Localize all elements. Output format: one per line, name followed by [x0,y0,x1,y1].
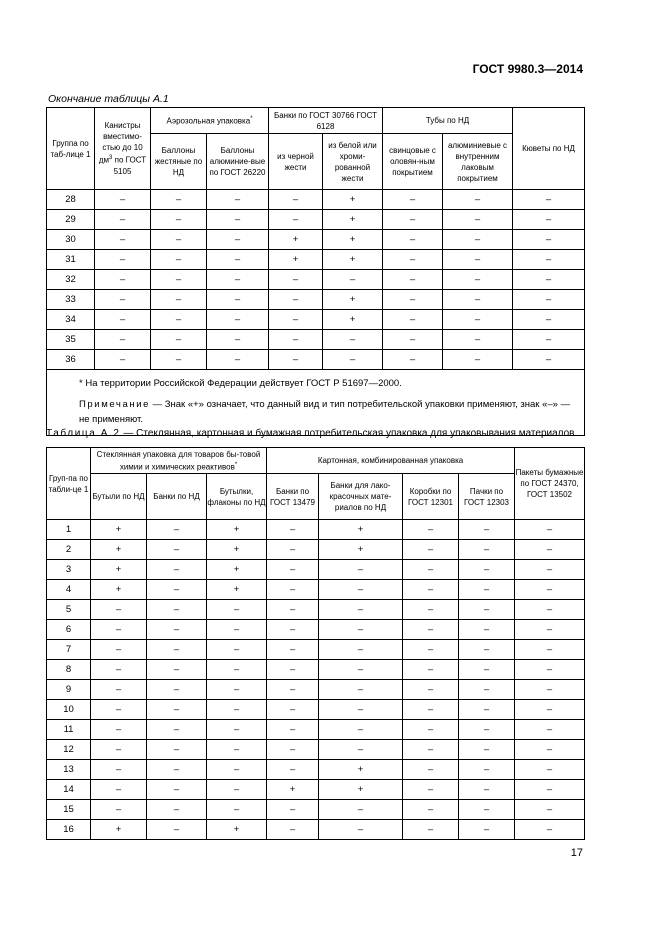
value-cell: – [269,310,323,330]
table1-notes [47,370,585,436]
value-cell: – [91,600,147,620]
value-cell: – [459,620,515,640]
group-cell: 16 [47,820,91,840]
value-cell: – [151,310,207,330]
value-cell: – [269,270,323,290]
value-cell: – [443,230,513,250]
value-cell: – [95,190,151,210]
value-cell: – [91,680,147,700]
value-cell: – [267,740,319,760]
value-cell: – [403,700,459,720]
value-cell: – [443,310,513,330]
value-cell: – [515,640,585,660]
table-a1 [46,107,585,436]
value-cell: – [269,190,323,210]
value-cell: + [323,290,383,310]
value-cell: – [443,330,513,350]
value-cell: – [459,680,515,700]
table-row [47,820,585,840]
value-cell: – [151,330,207,350]
value-cell: – [319,600,403,620]
table-row [47,520,585,540]
value-cell: + [319,780,403,800]
value-cell: + [91,560,147,580]
value-cell: – [513,330,585,350]
value-cell: – [267,520,319,540]
group-cell: 2 [47,540,91,560]
value-cell: – [267,700,319,720]
value-cell: – [459,820,515,840]
value-cell: – [443,210,513,230]
value-cell: + [323,230,383,250]
table-row [47,740,585,760]
table-row [47,680,585,700]
value-cell: – [459,740,515,760]
value-cell: – [459,800,515,820]
value-cell: – [319,560,403,580]
value-cell: – [513,350,585,370]
header-aerosol: Аэрозольная упаковка* [151,108,269,134]
value-cell: – [513,290,585,310]
table-row [47,330,585,350]
group-cell: 5 [47,600,91,620]
value-cell: – [207,600,267,620]
value-cell: – [383,250,443,270]
table-row [47,230,585,250]
header-black-tin: из черной жести [269,134,323,190]
value-cell: – [267,660,319,680]
value-cell: – [95,330,151,350]
value-cell: – [515,660,585,680]
value-cell: – [91,740,147,760]
value-cell: – [383,330,443,350]
header-cans-gost: Банки по ГОСТ 30766 ГОСТ 6128 [269,108,383,134]
value-cell: – [383,290,443,310]
group-cell: 13 [47,760,91,780]
value-cell: – [515,720,585,740]
value-cell: – [147,640,207,660]
group-cell: 1 [47,520,91,540]
value-cell: + [91,540,147,560]
value-cell: – [383,310,443,330]
value-cell: – [91,660,147,680]
value-cell: – [513,190,585,210]
value-cell: – [207,250,269,270]
value-cell: – [267,760,319,780]
value-cell: – [147,820,207,840]
value-cell: – [319,820,403,840]
value-cell: – [403,680,459,700]
value-cell: – [319,800,403,820]
value-cell: – [267,800,319,820]
value-cell: – [91,640,147,660]
value-cell: – [459,540,515,560]
value-cell: – [147,560,207,580]
value-cell: – [515,600,585,620]
value-cell: – [207,210,269,230]
table-row [47,600,585,620]
value-cell: – [207,230,269,250]
value-cell: – [95,350,151,370]
value-cell: – [147,540,207,560]
value-cell: – [207,740,267,760]
value-cell: + [269,230,323,250]
value-cell: – [207,680,267,700]
value-cell: – [459,600,515,620]
value-cell: + [323,310,383,330]
value-cell: – [269,330,323,350]
value-cell: – [515,540,585,560]
value-cell: + [207,820,267,840]
value-cell: – [383,210,443,230]
value-cell: – [515,520,585,540]
value-cell: – [459,580,515,600]
table-row [47,780,585,800]
value-cell: – [95,250,151,270]
value-cell: + [319,760,403,780]
value-cell: – [269,290,323,310]
value-cell: – [403,800,459,820]
footnote: * На территории Российской Федерации действует ГОСТ Р 51697—2000. [79,378,402,389]
group-cell: 29 [47,210,95,230]
value-cell: + [319,520,403,540]
value-cell: – [207,350,269,370]
value-cell: – [91,720,147,740]
table-row [47,190,585,210]
value-cell: – [403,640,459,660]
page-number: 17 [570,847,583,859]
value-cell: – [151,190,207,210]
value-cell: + [207,580,267,600]
value-cell: – [269,350,323,370]
header-bottles: Бутыли по НД [91,474,147,520]
table-a2 [46,447,585,840]
value-cell: – [151,290,207,310]
value-cell: – [91,700,147,720]
value-cell: – [147,620,207,640]
value-cell: – [207,330,269,350]
header-packs: Пачки по ГОСТ 12303 [459,474,515,520]
value-cell: – [147,580,207,600]
value-cell: – [95,310,151,330]
value-cell: – [207,780,267,800]
value-cell: – [147,680,207,700]
value-cell: – [515,700,585,720]
group-cell: 34 [47,310,95,330]
value-cell: – [383,190,443,210]
value-cell: – [443,350,513,370]
value-cell: – [403,600,459,620]
group-cell: 14 [47,780,91,800]
header-balloons-alu: Баллоны алюминие-вые по ГОСТ 26220 [207,134,269,190]
value-cell: – [319,720,403,740]
value-cell: – [403,660,459,680]
value-cell: – [207,640,267,660]
value-cell: – [459,560,515,580]
value-cell: – [147,700,207,720]
header-balloons-tin: Баллоны жестяные по НД [151,134,207,190]
value-cell: – [151,230,207,250]
value-cell: – [515,560,585,580]
value-cell: – [515,620,585,640]
value-cell: – [267,620,319,640]
value-cell: – [515,780,585,800]
group-cell: 11 [47,720,91,740]
table-row [47,270,585,290]
value-cell: – [147,720,207,740]
value-cell: + [91,820,147,840]
table-row [47,580,585,600]
value-cell: – [151,270,207,290]
header-lead-tin: свинцовые с оловян-ным покрытием [383,134,443,190]
value-cell: – [319,580,403,600]
value-cell: – [151,250,207,270]
value-cell: – [91,620,147,640]
value-cell: – [515,820,585,840]
value-cell: – [459,760,515,780]
table-row [47,800,585,820]
table-row [47,620,585,640]
table-row [47,350,585,370]
table1-continuation-title: Окончание таблицы А.1 [48,93,169,105]
value-cell: – [459,780,515,800]
value-cell: – [151,350,207,370]
value-cell: – [267,600,319,620]
value-cell: – [403,580,459,600]
value-cell: – [383,270,443,290]
table-row [47,540,585,560]
table-row [47,640,585,660]
value-cell: – [207,660,267,680]
value-cell: – [207,760,267,780]
value-cell: – [95,210,151,230]
group-cell: 8 [47,660,91,680]
value-cell: – [269,210,323,230]
value-cell: – [267,680,319,700]
value-cell: – [513,210,585,230]
group-cell: 9 [47,680,91,700]
header-paper-bags: Пакеты бумажные по ГОСТ 24370, ГОСТ 13502 [515,448,585,520]
value-cell: – [515,580,585,600]
value-cell: + [207,540,267,560]
value-cell: – [323,350,383,370]
value-cell: – [513,250,585,270]
value-cell: – [403,780,459,800]
value-cell: – [267,560,319,580]
table-row [47,720,585,740]
table-row [47,210,585,230]
table-row [47,290,585,310]
table-row [47,760,585,780]
value-cell: – [515,680,585,700]
group-cell: 6 [47,620,91,640]
value-cell: – [207,800,267,820]
group-cell: 36 [47,350,95,370]
value-cell: – [147,600,207,620]
value-cell: – [207,190,269,210]
value-cell: – [207,270,269,290]
header-flasks: Бутылки, флаконы по НД [207,474,267,520]
value-cell: – [147,520,207,540]
value-cell: – [207,290,269,310]
value-cell: – [459,720,515,740]
value-cell: – [267,820,319,840]
value-cell: – [319,620,403,640]
table-row [47,560,585,580]
value-cell: – [95,230,151,250]
value-cell: + [323,190,383,210]
value-cell: + [267,780,319,800]
value-cell: – [319,680,403,700]
value-cell: – [91,800,147,820]
group-cell: 4 [47,580,91,600]
header-cans-paint: Банки для лако-красочных мате-риалов по НД [319,474,403,520]
value-cell: – [319,640,403,660]
value-cell: – [513,310,585,330]
header-group: Груп-па по табли-це 1 [47,448,91,520]
value-cell: – [459,660,515,680]
value-cell: – [403,540,459,560]
value-cell: – [151,210,207,230]
value-cell: – [323,270,383,290]
value-cell: – [207,310,269,330]
value-cell: – [95,270,151,290]
group-cell: 33 [47,290,95,310]
document-number: ГОСТ 9980.3—2014 [472,62,583,76]
value-cell: – [515,760,585,780]
value-cell: – [147,780,207,800]
value-cell: + [207,560,267,580]
value-cell: + [269,250,323,270]
value-cell: – [319,740,403,760]
group-cell: 35 [47,330,95,350]
value-cell: – [443,270,513,290]
value-cell: – [515,740,585,760]
group-cell: 10 [47,700,91,720]
header-boxes: Коробки по ГОСТ 12301 [403,474,459,520]
value-cell: + [323,210,383,230]
value-cell: – [403,560,459,580]
value-cell: – [443,250,513,270]
value-cell: – [323,330,383,350]
table-row [47,250,585,270]
table-row [47,310,585,330]
value-cell: – [147,660,207,680]
table2-title: Таблица А.2 — Стеклянная, картонная и бумажная потребительская упаковка для упаковывания материалов [46,428,575,439]
header-tubes: Тубы по НД [383,108,513,134]
group-cell: 12 [47,740,91,760]
header-cardboard: Картонная, комбинированная упаковка [267,448,515,474]
value-cell: – [403,820,459,840]
value-cell: – [95,290,151,310]
value-cell: – [515,800,585,820]
value-cell: – [459,700,515,720]
value-cell: – [267,720,319,740]
group-cell: 31 [47,250,95,270]
group-cell: 32 [47,270,95,290]
value-cell: – [91,760,147,780]
value-cell: – [91,780,147,800]
group-cell: 7 [47,640,91,660]
group-cell: 15 [47,800,91,820]
value-cell: – [147,760,207,780]
group-cell: 28 [47,190,95,210]
value-cell: – [319,700,403,720]
value-cell: – [403,760,459,780]
value-cell: + [91,520,147,540]
header-white-tin: из белой или хроми-рованной жести [323,134,383,190]
header-glass: Стеклянная упаковка для товаров бы-товой химии и химических реактивов* [91,448,267,474]
value-cell: – [207,620,267,640]
value-cell: – [403,720,459,740]
value-cell: – [267,540,319,560]
value-cell: + [319,540,403,560]
value-cell: – [403,740,459,760]
group-cell: 3 [47,560,91,580]
note: Примечание — Знак «+» означает, что данный вид и тип потребительской упаковки применяют, знак «–» — не применяют. [79,399,571,425]
value-cell: – [459,640,515,660]
group-cell: 30 [47,230,95,250]
value-cell: + [91,580,147,600]
value-cell: – [459,520,515,540]
value-cell: – [267,640,319,660]
value-cell: – [207,720,267,740]
value-cell: – [443,290,513,310]
header-group: Группа по таб-лице 1 [47,108,95,190]
value-cell: – [513,230,585,250]
value-cell: – [147,800,207,820]
value-cell: – [383,230,443,250]
value-cell: – [513,270,585,290]
value-cell: – [403,620,459,640]
value-cell: + [323,250,383,270]
value-cell: – [207,700,267,720]
value-cell: – [403,520,459,540]
header-canisters: Канистры вместимо-стью до 10 $дм^3$ по ГОСТ 5105 [95,108,151,190]
value-cell: – [443,190,513,210]
value-cell: – [383,350,443,370]
header-cuvettes: Кюветы по НД [513,108,585,190]
value-cell: – [147,740,207,760]
table-row [47,700,585,720]
value-cell: – [319,660,403,680]
header-alu-lacquer: алюминиевые с внутренним лаковым покрытием [443,134,513,190]
table-row [47,660,585,680]
value-cell: + [207,520,267,540]
value-cell: – [267,580,319,600]
header-cans-13479: Банки по ГОСТ 13479 [267,474,319,520]
header-jars: Банки по НД [147,474,207,520]
